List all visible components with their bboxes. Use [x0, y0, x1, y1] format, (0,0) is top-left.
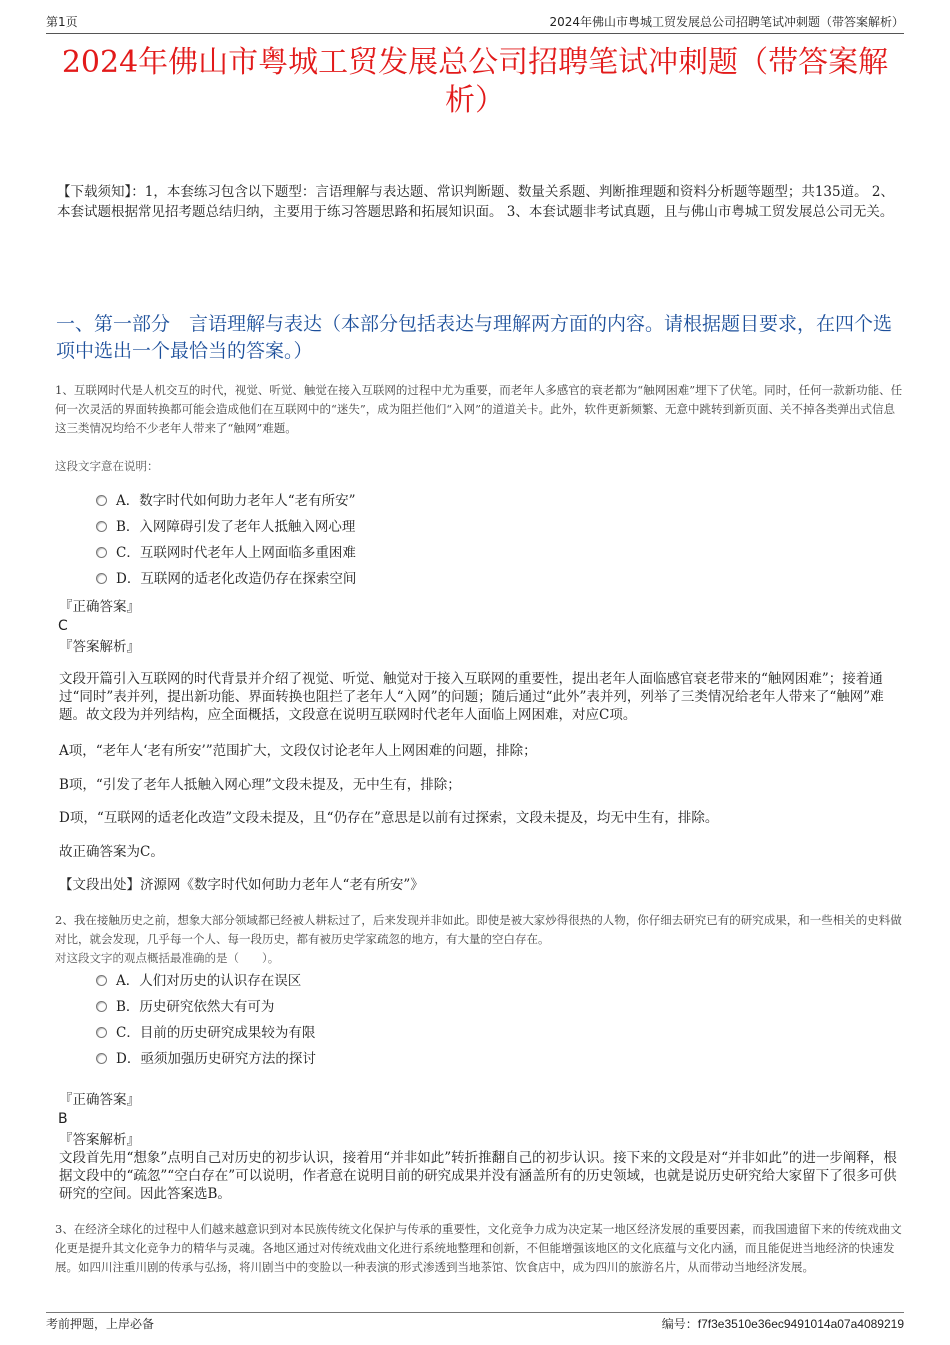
- question-2-prompt: 对这段文字的观点概括最准确的是（ ）。: [55, 951, 280, 965]
- option-d[interactable]: D．亟须加强历史研究方法的探讨: [96, 1046, 596, 1072]
- analysis-paragraph: A项，“老年人‘老有所安’”范围扩大，文段仅讨论老年人上网困难的问题，排除；: [59, 743, 537, 759]
- option-c[interactable]: C．互联网时代老年人上网面临多重困难: [96, 540, 596, 566]
- analysis-paragraph: 故正确答案为C。: [59, 844, 164, 860]
- question-2-stem: 2、我在接触历史之前，想象大部分领域都已经被人耕耘过了，后来发现并非如此。即使是被大家炒得很热的人物，你仔细去研究已有的研究成果，和一些相关的史料做对比，就会发现，几乎每一个人、每一段历史，都有被历史学家疏忽的地方，有大量的空白存在。: [55, 913, 902, 946]
- question-2-options: [96, 968, 596, 1072]
- source-citation: 【文段出处】济源网《数字时代如何助力老年人“老有所安”》: [59, 877, 424, 893]
- option-a[interactable]: A．人们对历史的认识存在误区: [96, 968, 596, 994]
- question-1-prompt: 这段文字意在说明：: [55, 459, 159, 473]
- analysis-paragraph: 文段开篇引入互联网的时代背景并介绍了视觉、听觉、触觉对于接入互联网的重要性，提出老年人面临感官衰老带来的“触网困难”；接着通过“同时”表并列，提出新功能、界面转换也阻拦了老年人“入网”的问题；随后通过“此外”表并列，列举了三类情况给老年人带来了“触网”难题。故文段为并列结构，应全面概括，文段意在说明互联网时代老年人面临上网困难，对应C项。: [59, 671, 884, 723]
- correct-answer-value: B: [58, 1111, 68, 1127]
- question-3-stem: 3、在经济全球化的过程中人们越来越意识到对本民族传统文化保护与传承的重要性，文化竞争力成为决定某一地区经济发展的重要因素，而我国遗留下来的传统戏曲文化更是提升其文化竞争力的精华与灵魂。各地区通过对传统戏曲文化进行系统地整理和创新，不但能增强该地区的文化底蕴与文化内涵，而且能促进当地经济的快速发展。如四川注重川剧的传承与弘扬，将川剧当中的变脸以一种表演的形式渗透到当地茶馆、饮食店中，成为四川的旅游名片，从而带动当地经济发展。: [55, 1222, 902, 1274]
- question-1-stem: 1、互联网时代是人机交互的时代，视觉、听觉、触觉在接入互联网的过程中尤为重要，而老年人多感官的衰老都为“触网困难”埋下了伏笔。同时，任何一款新功能、任何一次灵活的界面转换都可能会造成他们在互联网中的“迷失”，成为阻拦他们“入网”的道道关卡。此外，软件更新频繁、无意中跳转到新页面、关不掉各类弹出式信息这三类情况均给不少老年人带来了“触网”难题。: [55, 383, 903, 435]
- page-number: 第1页: [46, 15, 78, 29]
- analysis-paragraph: 文段首先用“想象”点明自己对历史的初步认识，接着用“并非如此”转折推翻自己的初步认识。接下来的文段是对“并非如此”的进一步阐释，根据文段中的“疏忽”“空白存在”可以说明，作者意在说明目前的研究成果并没有涵盖所有的历史领域，也就是说历史研究给大家留下了很多可供研究的空间。因此答案选B。: [59, 1150, 897, 1202]
- correct-answer-label: 『正确答案』: [59, 1092, 140, 1108]
- radio-icon[interactable]: [96, 1053, 107, 1064]
- correct-answer-value: C: [58, 618, 68, 634]
- option-a[interactable]: A．数字时代如何助力老年人“老有所安”: [96, 488, 596, 514]
- analysis-label: 『答案解析』: [59, 1132, 140, 1148]
- analysis-paragraph: D项，“互联网的适老化改造”文段未提及，且“仍存在”意思是以前有过探索，文段未提及，均无中生有，排除。: [59, 810, 719, 826]
- radio-icon[interactable]: [96, 521, 107, 532]
- correct-answer-label: 『正确答案』: [59, 599, 140, 615]
- download-notice: 【下载须知】：1，本套练习包含以下题型：言语理解与表达题、常识判断题、数量关系题、判断推理题和资料分析题等题型；共135道。 2、本套试题根据常见招考题总结归纳，主要用于练习答题思路和拓展知识面。 3、本套试题非考试真题，且与佛山市粤城工贸发展总公司无关。: [57, 184, 894, 220]
- question-1-options: [96, 488, 596, 592]
- radio-icon[interactable]: [96, 1027, 107, 1038]
- document-title: 2024年佛山市粤城工贸发展总公司招聘笔试冲刺题（带答案解析）: [61, 45, 889, 118]
- radio-icon[interactable]: [96, 547, 107, 558]
- radio-icon[interactable]: [96, 975, 107, 986]
- section-heading: 一、第一部分 言语理解与表达（本部分包括表达与理解两方面的内容。请根据题目要求，在四个选项中选出一个最恰当的答案。）: [56, 313, 893, 362]
- option-b[interactable]: B．历史研究依然大有可为: [96, 994, 596, 1020]
- page-footer: [46, 1312, 904, 1335]
- footer-slogan: 考前押题，上岸必备: [46, 1317, 155, 1331]
- header-doc-title: 2024年佛山市粤城工贸发展总公司招聘笔试冲刺题（带答案解析）: [549, 15, 904, 29]
- radio-icon[interactable]: [96, 1001, 107, 1012]
- option-b[interactable]: B．入网障碍引发了老年人抵触入网心理: [96, 514, 596, 540]
- footer-code: 编号：f7f3e3510e36ec9491014a07a4089219: [661, 1317, 904, 1331]
- page-header: [46, 14, 904, 34]
- analysis-label: 『答案解析』: [59, 639, 140, 655]
- analysis-paragraph: B项，“引发了老年人抵触入网心理”文段未提及，无中生有，排除；: [59, 777, 461, 793]
- option-d[interactable]: D．互联网的适老化改造仍存在探索空间: [96, 566, 596, 592]
- option-c[interactable]: C．目前的历史研究成果较为有限: [96, 1020, 596, 1046]
- radio-icon[interactable]: [96, 495, 107, 506]
- radio-icon[interactable]: [96, 573, 107, 584]
